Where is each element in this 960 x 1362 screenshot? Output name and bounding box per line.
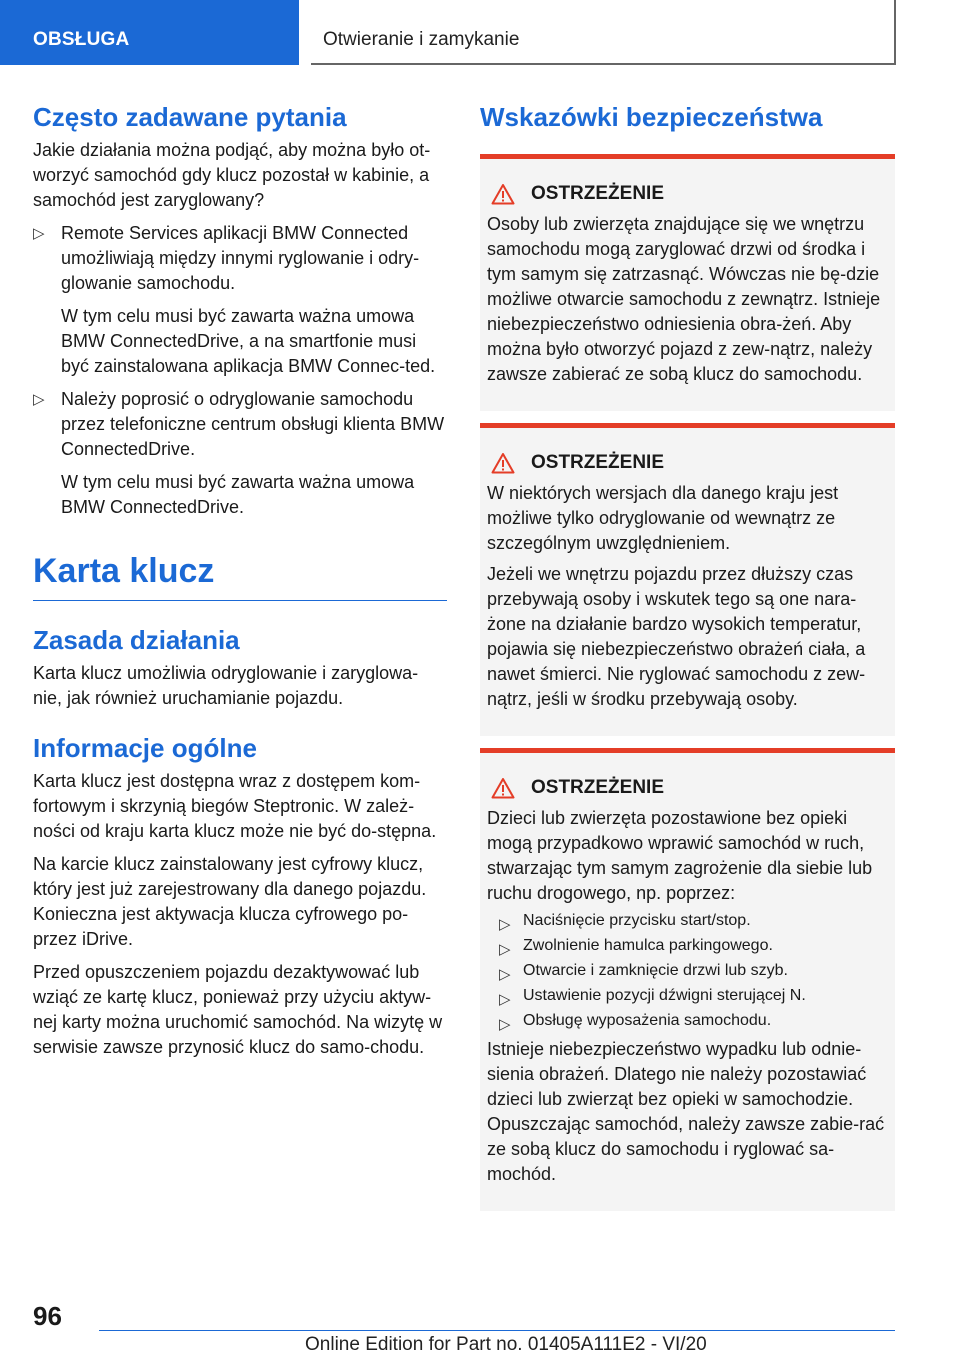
footer-divider xyxy=(99,1330,895,1331)
faq-title: Często zadawane pytania xyxy=(33,102,347,132)
list-item-text: Otwarcie i zamknięcie drzwi lub szyb. xyxy=(523,962,788,979)
warning-label: OSTRZEŻENIE xyxy=(531,183,665,204)
warning-text: Istnieje niebezpieczeństwo wypadku lub odnie-sienia obrażeń. Dlatego nie należy pozostawiać dzieci lub zwierząt bez opieki w samochodzie. Opuszczając samochód, należy zawsze zabie-rać ze sobą klucz do samochodu i ryglować sa-mochód. xyxy=(487,1039,885,1184)
warning-text: Jeżeli we wnętrzu pojazdu przez dłuższy czas przebywają osoby i wskutek tego są one nara-żone na działanie bardzo wysokich temperatur, pojawia się niebezpieczeństwo obrażeń ciała, a nawet śmierci. Nie ryglować samochodu z zew-nątrz, jeśli w środku przebywają osoby. xyxy=(487,564,866,709)
warning-text: Dzieci lub zwierzęta pozostawione bez opieki mogą przypadkowo wprawić samochód w ruch, stwarzając tym samym zagrożenie dla siebie lub ruchu drogowego, np. poprzez: xyxy=(487,808,873,903)
warning-triangle-icon xyxy=(491,452,515,474)
faq-list xyxy=(33,221,447,520)
bullet-triangle-icon: ▷ xyxy=(33,225,45,242)
warning-box xyxy=(480,748,895,1211)
list-item xyxy=(499,962,887,983)
warning-text: Osoby lub zwierzęta znajdujące się we wnętrzu samochodu mogą zaryglować drzwi od środka i tym samym się zatrzasnąć. Wówczas nie bę-dzie możliwe otwarcie samochodu z zewnątrz. Istnieje niebezpieczeństwo odniesienia obra-żeń. Aby można było otworzyć pojazd z zew-nątrz, należy zawsze zabierać ze sobą klucz do samochodu. xyxy=(487,214,881,384)
chapter-header xyxy=(311,0,896,65)
bullet-triangle-icon: ▷ xyxy=(499,966,511,983)
info-paragraph-2: Na karcie klucz zainstalowany jest cyfrowy klucz, który jest już zarejestrowany dla danego pojazdu. Konieczna jest aktywacja klucza cyfrowego po-przez iDrive. xyxy=(33,854,427,949)
list-item-text: Zwolnienie hamulca parkingowego. xyxy=(523,937,773,954)
chapter-label: Otwieranie i zamykanie xyxy=(323,29,520,50)
zasada-title: Zasada działania xyxy=(33,625,240,655)
list-item xyxy=(499,1012,887,1033)
list-item-text: Należy poprosić o odryglowanie samochodu przez telefoniczne centrum obsługi klienta BMW ConnectedDrive. xyxy=(61,389,445,459)
karta-title: Karta klucz xyxy=(33,548,447,601)
info-title: Informacje ogólne xyxy=(33,733,257,763)
faq-question: Jakie działania można podjąć, aby można było ot-worzyć samochód gdy klucz pozostał w kabinie, a samochód jest zaryglowany? xyxy=(33,140,431,210)
zasada-text: Karta klucz umożliwia odryglowanie i zaryglowa-nie, jak również uruchamianie pojazdu. xyxy=(33,663,419,708)
list-item xyxy=(33,221,447,379)
warning-box xyxy=(480,423,895,736)
bullet-triangle-icon: ▷ xyxy=(499,1016,511,1033)
section-label: OBSŁUGA xyxy=(33,29,130,50)
bullet-triangle-icon: ▷ xyxy=(499,941,511,958)
list-item xyxy=(33,387,447,520)
warning-triangle-icon xyxy=(491,777,515,799)
list-item-text: Naciśnięcie przycisku start/stop. xyxy=(523,912,751,929)
list-item-subtext: W tym celu musi być zawarta ważna umowa BMW ConnectedDrive. xyxy=(61,472,415,517)
warning-label: OSTRZEŻENIE xyxy=(531,777,665,798)
info-paragraph-3: Przed opuszczeniem pojazdu dezaktywować lub wziąć ze kartę klucz, ponieważ przy użyciu aktyw-nej karty można uruchomić samochód. Na wizytę w serwisie zawsze przynosić klucz do samo-chodu. xyxy=(33,962,443,1057)
right-column xyxy=(480,100,895,1223)
warning-text: W niektórych wersjach dla danego kraju jest możliwe tylko odryglowanie od wewnątrz ze szczególnym uwzględnieniem. xyxy=(487,483,839,553)
list-item-subtext: W tym celu musi być zawarta ważna umowa BMW ConnectedDrive, a na smartfonie musi być zainstalowana aplikacja BMW Connec-ted. xyxy=(61,306,436,376)
bullet-triangle-icon: ▷ xyxy=(499,991,511,1008)
warning-list xyxy=(499,912,887,1033)
warning-label: OSTRZEŻENIE xyxy=(531,452,665,473)
list-item xyxy=(499,912,887,933)
list-item-text: Remote Services aplikacji BMW Connected umożliwiają między innymi ryglowanie i odry-glowanie samochodu. xyxy=(61,223,420,293)
page-number: 96 xyxy=(33,1301,62,1331)
left-column xyxy=(33,100,447,1068)
warning-box xyxy=(480,154,895,411)
section-tab xyxy=(0,0,299,65)
bullet-triangle-icon: ▷ xyxy=(33,391,45,408)
bullet-triangle-icon: ▷ xyxy=(499,916,511,933)
list-item xyxy=(499,987,887,1008)
list-item xyxy=(499,937,887,958)
list-item-text: Obsługę wyposażenia samochodu. xyxy=(523,1012,772,1029)
info-paragraph-1: Karta klucz jest dostępna wraz z dostępem kom-fortowym i skrzynią biegów Steptronic. W zależ-ności od kraju karta klucz może nie być do-stępna. xyxy=(33,771,437,841)
footer-edition: Online Edition for Part no. 01405A111E2 - VI/20 xyxy=(305,1334,707,1355)
safety-title: Wskazówki bezpieczeństwa xyxy=(480,102,823,132)
warning-triangle-icon xyxy=(491,183,515,205)
list-item-text: Ustawienie pozycji dźwigni sterującej N. xyxy=(523,987,806,1004)
